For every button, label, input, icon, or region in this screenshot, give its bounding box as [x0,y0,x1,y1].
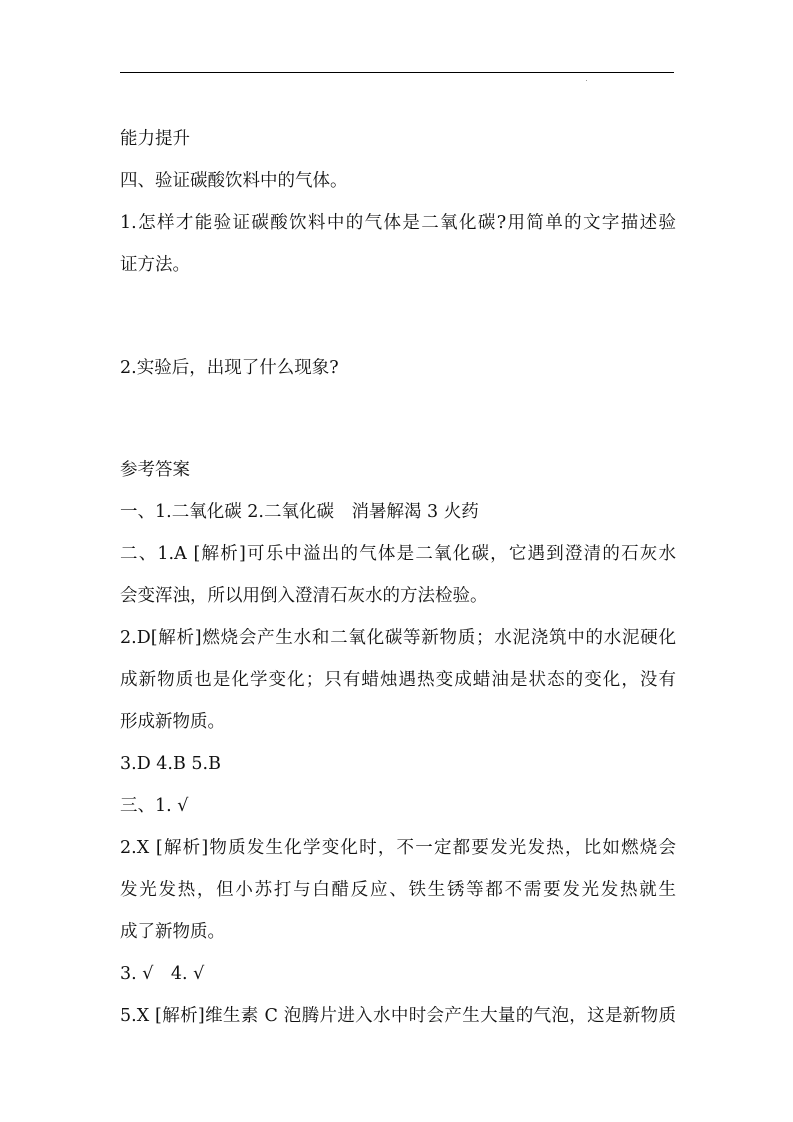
answer-3-2-line-3: 成了新物质。 [120,922,225,942]
answer-space-1 [120,286,676,347]
answer-section-one: 一、1.二氧化碳 2.二氧化碳 消暑解渴 3 火药 [120,502,479,522]
question-1-line-2: 证方法。 [120,255,190,275]
document-body [120,118,676,1037]
answer-3-5-line-1: 5.X [解析]维生素 C 泡腾片进入水中时会产生大量的气泡，这是新物质 [120,1006,676,1026]
question-2: 2.实验后，出现了什么现象? [120,358,339,378]
answer-2-line-3: 形成新物质。 [120,712,225,732]
answer-space-2 [120,389,676,449]
section-heading-ability: 能力提升 [120,129,190,149]
answer-3-2-line-1: 2.X [解析]物质发生化学变化时，不一定都要发光发热，比如燃烧会 [120,838,676,858]
answer-section-two-line-1: 二、1.A [解析]可乐中溢出的气体是二氧化碳，它遇到澄清的石灰水 [120,544,676,564]
answer-2-line-2: 成新物质也是化学变化；只有蜡烛遇热变成蜡油是状态的变化，没有 [120,670,676,690]
question-1-line-1: 1.怎样才能验证碳酸饮料中的气体是二氧化碳?用简单的文字描述验 [120,213,676,233]
answers-3-4: 3. √ 4. √ [120,964,205,984]
header-mark [586,80,587,81]
answer-key-heading: 参考答案 [120,460,190,480]
answer-section-two-line-2: 会变浑浊，所以用倒入澄清石灰水的方法检验。 [120,586,488,606]
answer-section-three: 三、1. √ [120,796,189,816]
header-rule [120,72,674,73]
question-section-four: 四、验证碳酸饮料中的气体。 [120,171,348,191]
answer-2-line-1: 2.D[解析]燃烧会产生水和二氧化碳等新物质；水泥浇筑中的水泥硬化 [120,628,676,648]
answers-3-4-5: 3.D 4.B 5.B [120,754,221,774]
answer-3-2-line-2: 发光发热，但小苏打与白醋反应、铁生锈等都不需要发光发热就生 [120,880,676,900]
